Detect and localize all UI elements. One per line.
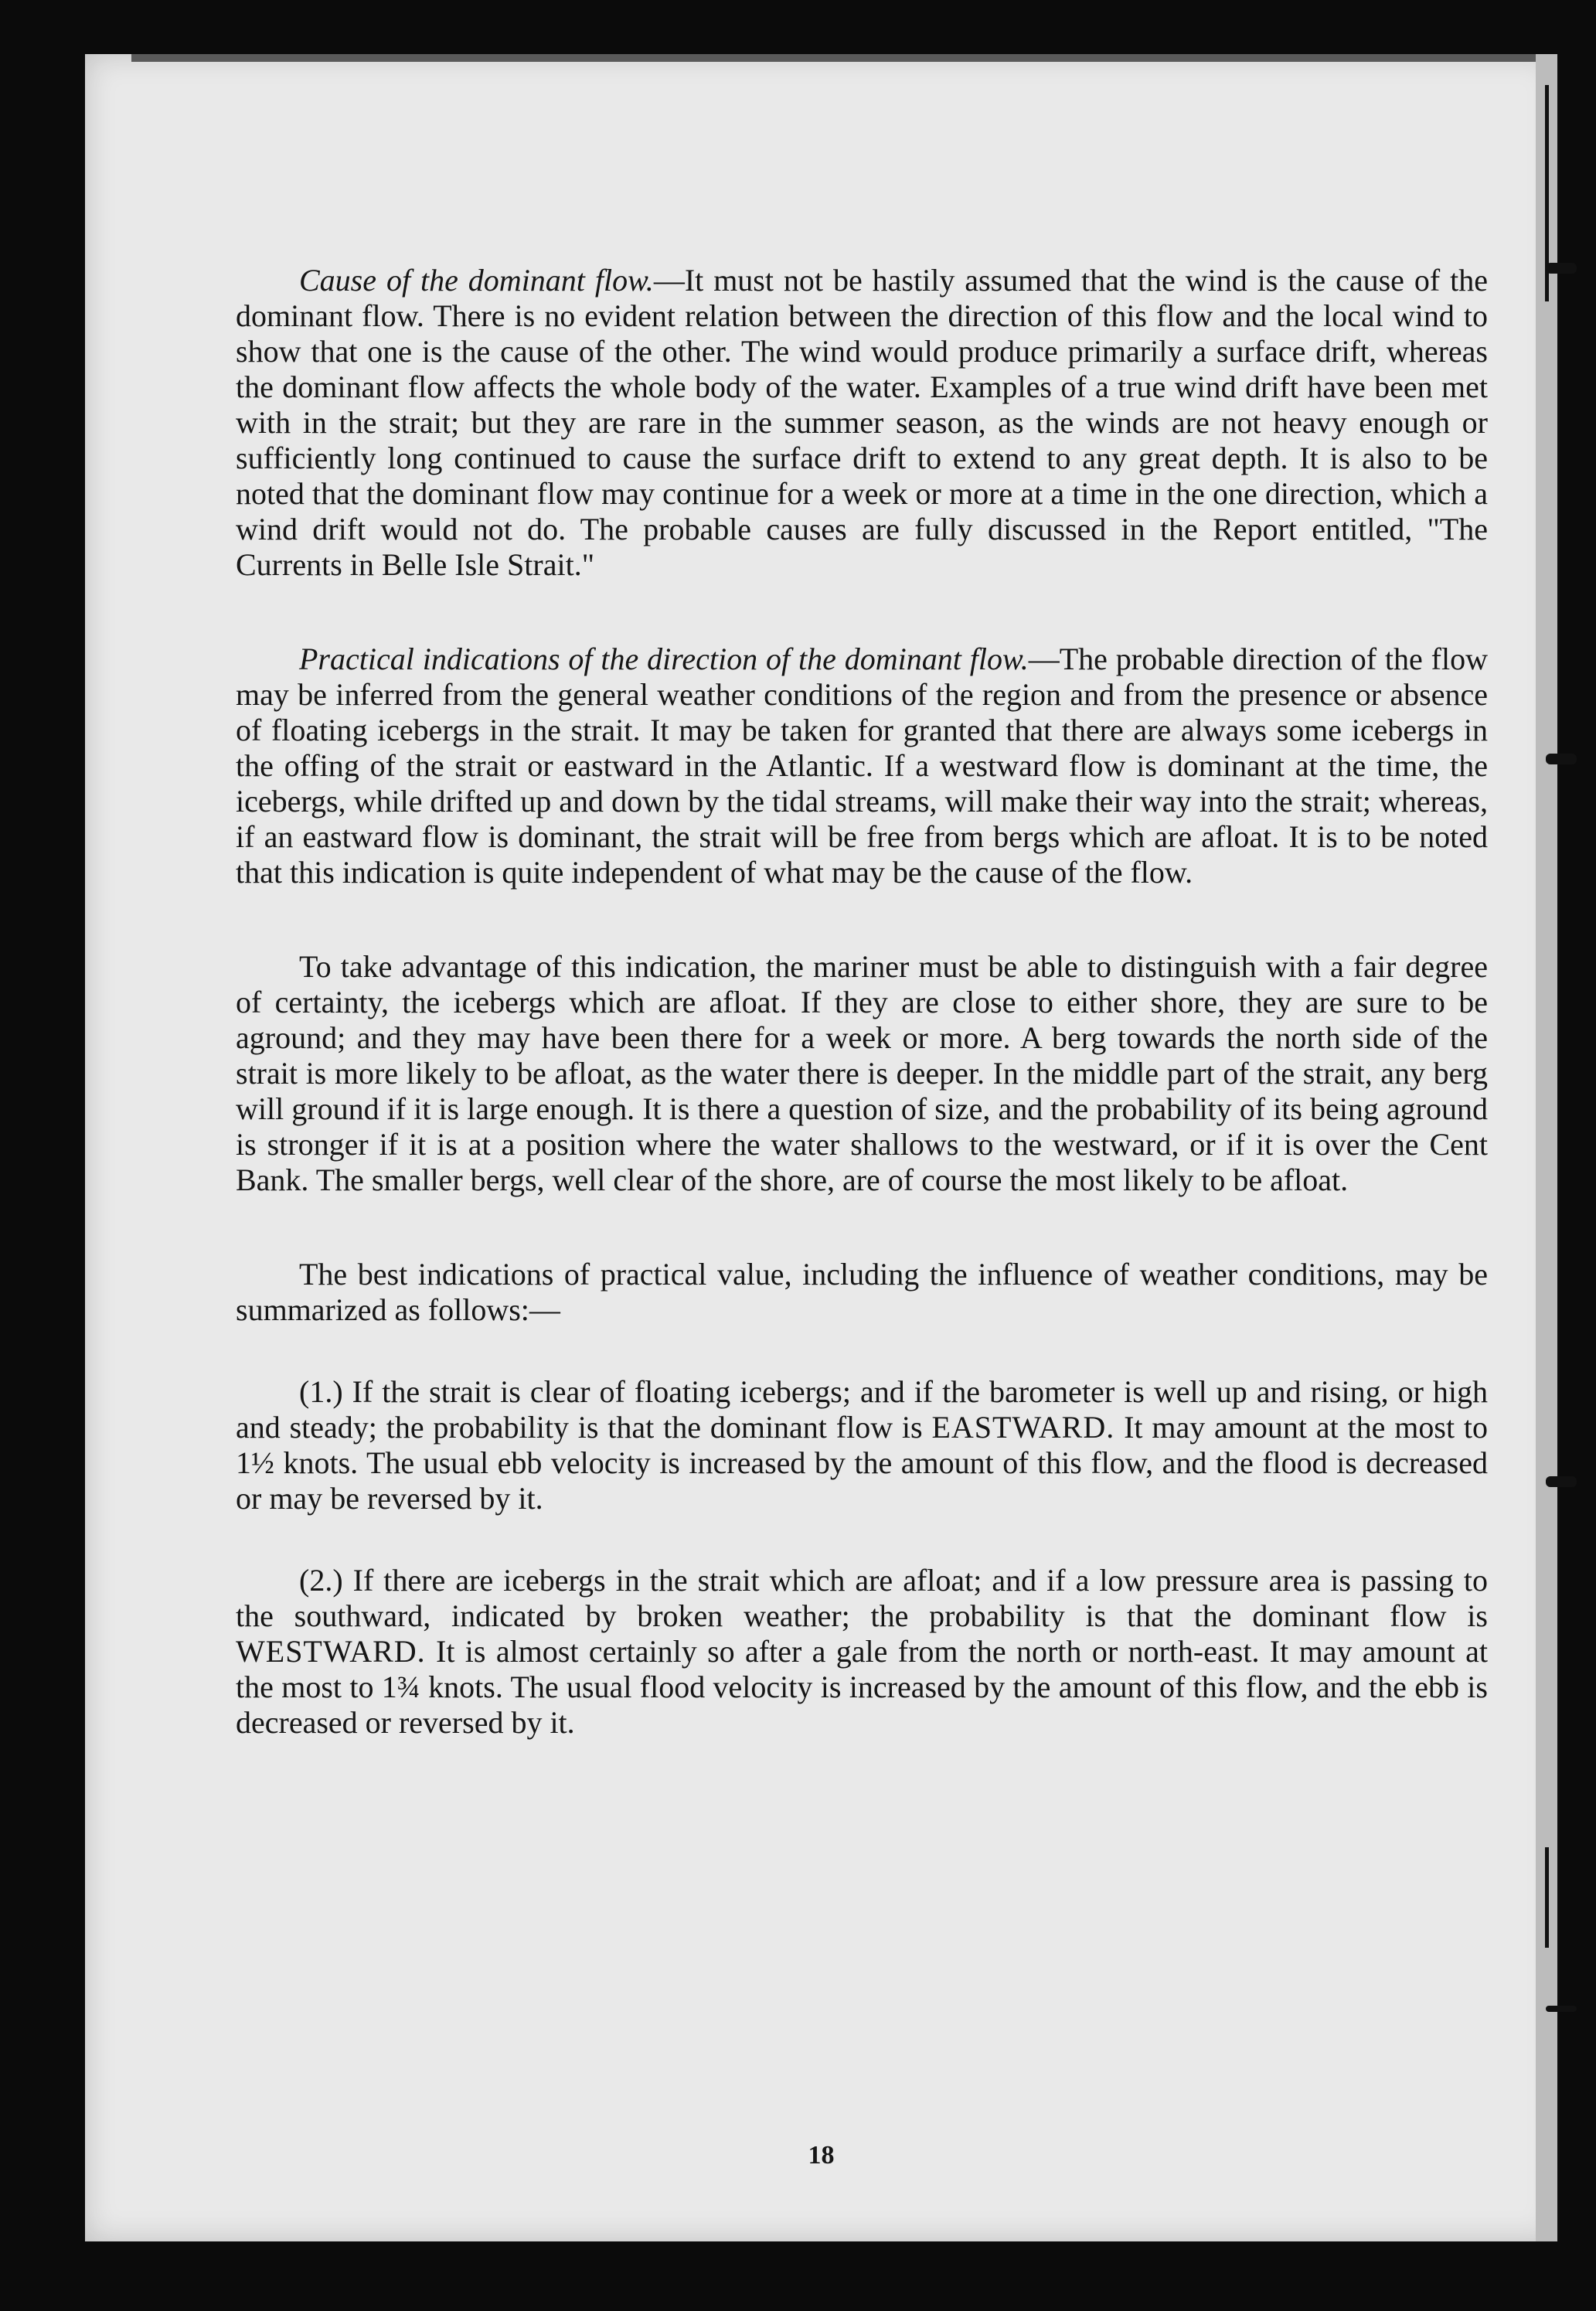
margin-mark [1546, 1476, 1577, 1487]
margin-mark [1546, 263, 1577, 274]
top-border-rule [131, 54, 1557, 62]
paragraph-summary-intro [236, 1257, 1488, 1328]
item-number: (1.) [299, 1374, 343, 1409]
page-right-edge [1536, 54, 1557, 2241]
item-text: It is almost certainly so after a gale from the north or north-east. It may amount at the most to 1¾ knots. The usual flood velocity is increased by the amount of this flow, and the ebb is decreased or reversed by it. [236, 1634, 1488, 1740]
paragraph-text: The best indications of practical value, including the influence of weather conditions, may be summarized as follows:— [236, 1257, 1488, 1327]
list-item-eastward [236, 1374, 1488, 1516]
list-item-westward [236, 1563, 1488, 1741]
margin-mark [1546, 754, 1577, 764]
paragraph-text: To take advantage of this indication, the mariner must be able to distinguish with a fair degree of certainty, the icebergs which are afloat. If they are close to either shore, they are sure to be aground; and they may have been there for a week or more. A berg towards the north side of the strait is more likely to be afloat, as the water there is deeper. In the middle part of the strait, any berg will ground if it is large enough. It is there a question of size, and the probability of its being aground is stronger if it is at a position where the water shallows to the westward, or if it is over the Cent Bank. The smaller bergs, well clear of the shore, are of course the most likely to be afloat. [236, 949, 1488, 1197]
paragraph-heading: Cause of the dominant flow. [299, 263, 654, 298]
paragraph-text: —The probable direction of the flow may be inferred from the general weather conditions of the region and from the presence or absence of floating icebergs in the strait. It may be taken for granted that there are always some icebergs in the offing of the strait or eastward in the Atlantic. If a westward flow is dominant at the time, the icebergs, while drifted up and down by the tidal streams, will make their way into the strait; whereas, if an eastward flow is dominant, the strait will be free from bergs which are afloat. It is to be noted that this indication is quite independent of what may be the cause of the flow. [236, 642, 1488, 890]
paragraph-cause-of-flow [236, 263, 1488, 583]
paragraph-practical-indications [236, 642, 1488, 890]
paragraph-text: —It must not be hastily assumed that the wind is the cause of the dominant flow. There is no evident relation between the direction of this flow and the local wind to show that one is the cause of the other. The wind would produce primarily a surface drift, whereas the dominant flow affects the whole body of the water. Examples of a true wind drift have been met with in the strait; but they are rare in the summer season, as the winds are not heavy enough or sufficiently long continued to cause the surface drift to extend to any great depth. It is also to be noted that the dominant flow may continue for a week or more at a time in the one direction, which a wind drift would not do. The probable causes are fully discussed in the Report entitled, "The Currents in Belle Isle Strait." [236, 263, 1489, 582]
binding-line [1545, 1847, 1549, 1948]
item-text: If there are icebergs in the strait which are afloat; and if a low pressure area is passing to the southward, indicated by broken weather; the probability is that the dominant flow is [236, 1563, 1489, 1633]
paragraph-heading: Practical indications of the direction of the dominant flow. [299, 642, 1029, 676]
item-text: If the strait is clear of floating icebergs; and if the barometer is well up and rising, or high and steady; the probability is that the dominant flow is [236, 1374, 1489, 1445]
margin-mark [1546, 2006, 1577, 2012]
item-keyword: EASTWARD. [931, 1410, 1115, 1445]
document-body [236, 263, 1488, 1787]
item-keyword: WESTWARD. [236, 1634, 426, 1669]
item-text: It may amount at the most to 1½ knots. The usual ebb velocity is increased by the amount of this flow, and the flood is decreased or may be reversed by it. [236, 1410, 1489, 1516]
page-number: 18 [808, 2141, 835, 2170]
item-number: (2.) [299, 1563, 343, 1598]
paragraph-distinguish-icebergs [236, 949, 1488, 1198]
scanned-page [85, 54, 1557, 2241]
